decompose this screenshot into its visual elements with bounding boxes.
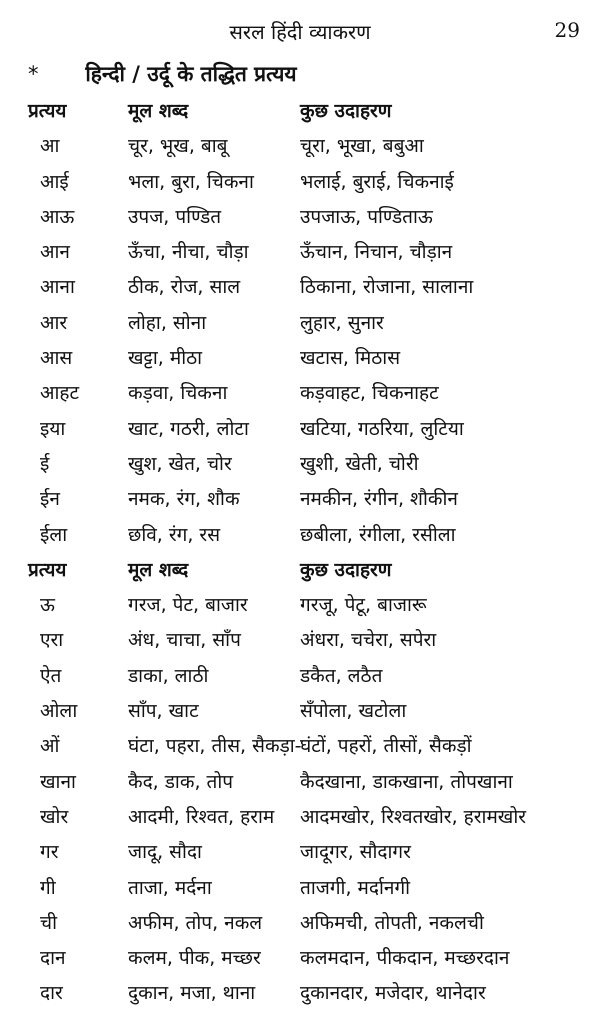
table-row <box>0 200 600 235</box>
examples-cell: गरजू, पेटू, बाजारू <box>300 594 427 617</box>
table-row <box>0 659 600 694</box>
table-row <box>0 623 600 658</box>
table-row <box>0 165 600 200</box>
root-words-cell: कलम, पीक, मच्छर <box>128 947 261 970</box>
suffix-cell: ची <box>40 911 57 934</box>
root-words-cell: आदमी, रिश्वत, हराम <box>128 805 275 828</box>
table-row <box>0 129 600 164</box>
root-words-cell: दुकान, मजा, थाना <box>128 982 256 1005</box>
section-title: हिन्दी / उर्दू के तद्धित प्रत्यय <box>85 62 297 86</box>
examples-cell: खटिया, गठरिया, लुटिया <box>300 417 464 440</box>
table-row <box>0 412 600 447</box>
suffix-cell: ओं <box>40 735 60 758</box>
bullet-marker: * <box>28 62 39 86</box>
examples-cell: छबीला, रंगीला, रसीला <box>300 523 456 546</box>
root-words-cell: साँप, खाट <box>128 700 199 723</box>
suffix-table <box>0 94 600 1012</box>
suffix-cell: खाना <box>40 770 76 793</box>
root-words-cell: छवि, रंग, रस <box>128 523 221 546</box>
root-words-cell: चूर, भूख, बाबू <box>128 135 228 158</box>
examples-cell: खटास, मिठास <box>300 347 401 370</box>
root-words-cell: उपज, पण्डित <box>128 205 222 228</box>
root-words-cell: ठीक, रोज, साल <box>128 276 241 299</box>
table-block-2 <box>0 588 600 1012</box>
examples-cell: उपजाऊ, पण्डिताऊ <box>300 205 433 228</box>
table-row <box>0 588 600 623</box>
running-title: सरल हिंदी व्याकरण <box>229 20 371 44</box>
root-words-cell: नमक, रंग, शौक <box>128 488 240 511</box>
table-row <box>0 835 600 870</box>
table-row <box>0 447 600 482</box>
examples-cell: सँपोला, खटोला <box>300 700 407 723</box>
root-words-cell: ताजा, मर्दना <box>128 876 212 899</box>
examples-cell: कड़वाहट, चिकनाहट <box>300 382 439 405</box>
section-heading <box>28 60 297 94</box>
suffix-cell: आन <box>40 241 70 264</box>
examples-cell: डकैत, लठैत <box>300 664 383 687</box>
suffix-cell: आऊ <box>40 205 75 228</box>
suffix-cell: आर <box>40 311 68 334</box>
root-words-cell: भला, बुरा, चिकना <box>128 170 254 193</box>
column-header-root: मूल शब्द <box>128 100 189 122</box>
table-row <box>0 765 600 800</box>
root-words-cell: लोहा, सोना <box>128 311 207 334</box>
root-words-cell: कैद, डाक, तोप <box>128 770 234 793</box>
suffix-cell: इया <box>40 417 66 440</box>
examples-cell: लुहार, सुनार <box>300 311 384 334</box>
examples-cell: दुकानदार, मजेदार, थानेदार <box>300 982 486 1005</box>
table-row <box>0 518 600 553</box>
root-words-cell: खट्टा, मीठा <box>128 347 203 370</box>
table-row <box>0 341 600 376</box>
suffix-cell: ऐत <box>40 664 62 687</box>
table-row <box>0 376 600 411</box>
root-words-cell: गरज, पेट, बाजार <box>128 594 248 617</box>
table-block-1 <box>0 129 600 553</box>
root-words-cell: डाका, लाठी <box>128 664 209 687</box>
root-words-cell: ऊँचा, नीचा, चौड़ा <box>128 241 249 264</box>
examples-cell: ठिकाना, रोजाना, सालाना <box>300 276 474 299</box>
suffix-cell: खोर <box>40 805 69 828</box>
table-row <box>0 306 600 341</box>
column-header-suffix: प्रत्यय <box>28 100 67 122</box>
suffix-cell: गर <box>40 841 59 864</box>
table-header-row <box>0 553 600 588</box>
examples-cell: कलमदान, पीकदान, मच्छरदान <box>300 947 510 970</box>
examples-cell: ताजगी, मर्दानगी <box>300 876 411 899</box>
page-number: 29 <box>554 18 580 42</box>
examples-cell: कैदखाना, डाकखाना, तोपखाना <box>300 770 513 793</box>
suffix-cell: ईन <box>40 488 60 511</box>
examples-cell: घंटों, पहरों, तीसों, सैकड़ों <box>300 735 472 758</box>
root-words-cell: खाट, गठरी, लोटा <box>128 417 249 440</box>
table-row <box>0 482 600 517</box>
root-words-cell: जादू, सौदा <box>128 841 202 864</box>
table-row <box>0 941 600 976</box>
suffix-cell: ऊ <box>40 594 55 617</box>
table-row <box>0 906 600 941</box>
root-words-cell: घंटा, पहरा, तीस, सैकड़ा- <box>128 735 302 758</box>
column-header-examples: कुछ उदाहरण <box>300 100 392 122</box>
suffix-cell: ईला <box>40 523 68 546</box>
suffix-cell: आना <box>40 276 75 299</box>
table-row <box>0 235 600 270</box>
table-row <box>0 270 600 305</box>
root-words-cell: कड़वा, चिकना <box>128 382 228 405</box>
suffix-cell: आस <box>40 347 73 370</box>
examples-cell: अंधरा, चचेरा, सपेरा <box>300 629 437 652</box>
root-words-cell: अफीम, तोप, नकल <box>128 911 263 934</box>
table-row <box>0 729 600 764</box>
suffix-cell: एरा <box>40 629 64 652</box>
suffix-cell: दार <box>40 982 63 1005</box>
suffix-cell: आई <box>40 170 69 193</box>
table-header-row <box>0 94 600 129</box>
table-row <box>0 800 600 835</box>
root-words-cell: खुश, खेत, चोर <box>128 452 232 475</box>
column-header-suffix: प्रत्यय <box>28 558 67 581</box>
examples-cell: ऊँचान, निचान, चौड़ान <box>300 241 453 264</box>
suffix-cell: ओला <box>40 700 78 723</box>
column-header-root: मूल शब्द <box>128 558 189 581</box>
examples-cell: चूरा, भूखा, बबुआ <box>300 135 424 158</box>
examples-cell: खुशी, खेती, चोरी <box>300 452 419 475</box>
suffix-cell: आहट <box>40 382 80 405</box>
examples-cell: अफिमची, तोपती, नकलची <box>300 911 484 934</box>
suffix-cell: गी <box>40 876 56 899</box>
column-header-examples: कुछ उदाहरण <box>300 558 392 581</box>
examples-cell: आदमखोर, रिश्वतखोर, हरामखोर <box>300 805 527 828</box>
table-row <box>0 871 600 906</box>
examples-cell: नमकीन, रंगीन, शौकीन <box>300 488 458 511</box>
table-row <box>0 694 600 729</box>
examples-cell: भलाई, बुराई, चिकनाई <box>300 170 454 193</box>
root-words-cell: अंध, चाचा, साँप <box>128 629 241 652</box>
suffix-cell: आ <box>40 135 60 158</box>
examples-cell: जादूगर, सौदागर <box>300 841 411 864</box>
suffix-cell: ई <box>40 452 50 475</box>
page-header <box>0 12 600 52</box>
table-row <box>0 976 600 1011</box>
suffix-cell: दान <box>40 947 66 970</box>
